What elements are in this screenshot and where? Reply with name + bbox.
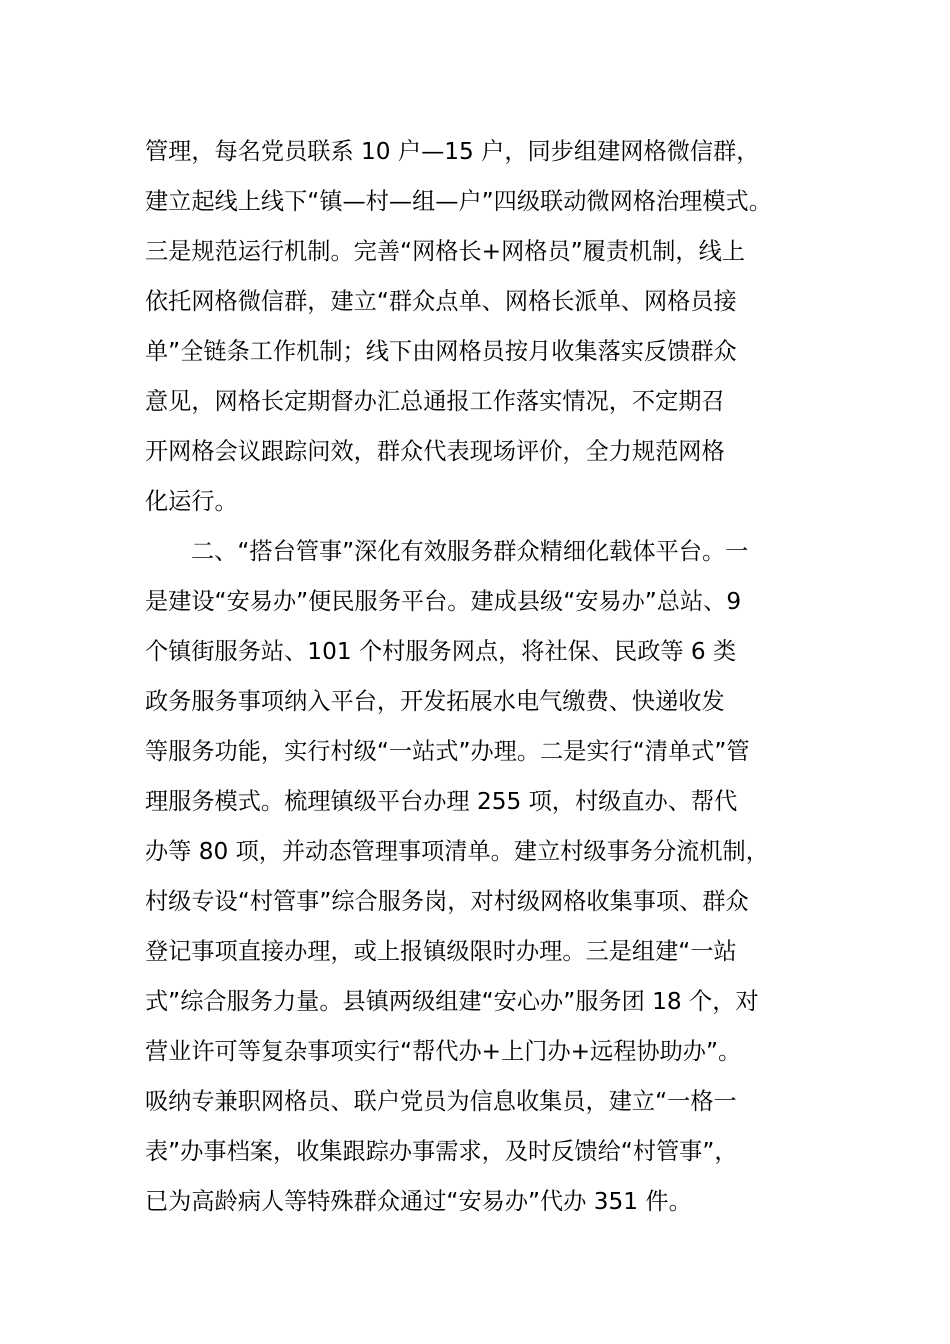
text-line: 等服务功能，实行村级“一站式”办理。二是实行“清单式”管: [145, 738, 750, 765]
text-line: 是建设“安易办”便民服务平台。建成县级“安易办”总站、9: [145, 588, 742, 615]
text-line: 依托网格微信群，建立“群众点单、网格长派单、网格员接: [145, 288, 737, 315]
text-line: 政务服务事项纳入平台，开发拓展水电气缴费、快递收发: [145, 688, 725, 715]
text-line: 式”综合服务力量。县镇两级组建“安心办”服务团 18 个，对: [145, 988, 759, 1015]
text-line: 登记事项直接办理，或上报镇级限时办理。三是组建“一站: [145, 938, 737, 965]
text-line: 已为高龄病人等特殊群众通过“安易办”代办 351 件。: [145, 1188, 692, 1215]
text-line: 化运行。: [145, 488, 238, 515]
text-line: 三是规范运行机制。完善“网格长+网格员”履责机制，线上: [145, 238, 745, 265]
text-line: 个镇街服务站、101 个村服务网点，将社保、民政等 6 类: [145, 638, 737, 665]
section-heading-line: 二、“搭台管事”深化有效服务群众精细化载体平台。一: [191, 538, 749, 565]
text-line: 意见，网格长定期督办汇总通报工作落实情况，不定期召: [145, 388, 725, 415]
text-line: 建立起线上线下“镇—村—组—户”四级联动微网格治理模式。: [145, 188, 772, 215]
text-line: 理服务模式。梳理镇级平台办理 255 项，村级直办、帮代: [145, 788, 738, 815]
text-line: 单”全链条工作机制；线下由网格员按月收集落实反馈群众: [145, 338, 737, 365]
text-line: 办等 80 项，并动态管理事项清单。建立村级事务分流机制，: [145, 838, 769, 865]
text-line: 吸纳专兼职网格员、联户党员为信息收集员，建立“一格一: [145, 1088, 737, 1115]
text-line: 营业许可等复杂事项实行“帮代办+上门办+远程协助办”。: [145, 1038, 742, 1065]
text-line: 表”办事档案，收集跟踪办事需求，及时反馈给“村管事”，: [145, 1138, 738, 1165]
body-text: [145, 127, 835, 1227]
text-line: 村级专设“村管事”综合服务岗，对村级网格收集事项、群众: [145, 888, 749, 915]
text-line: 开网格会议跟踪问效，群众代表现场评价，全力规范网格: [145, 438, 725, 465]
text-line: 管理，每名党员联系 10 户—15 户，同步组建网格微信群，: [145, 138, 760, 165]
